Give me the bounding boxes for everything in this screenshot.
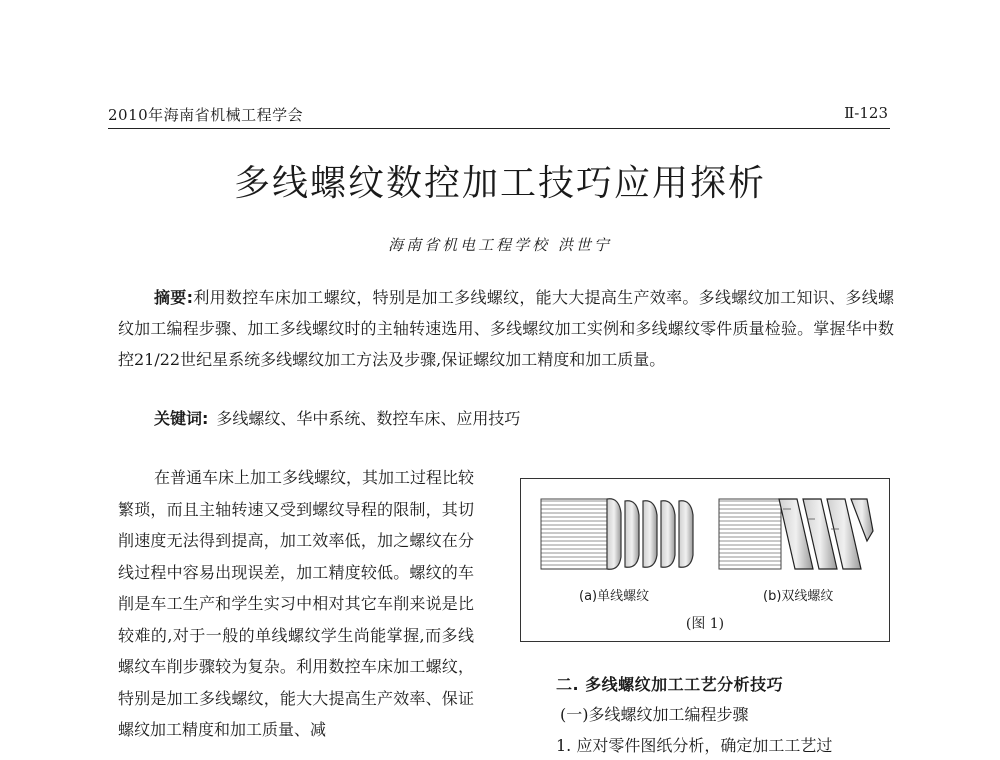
section-subheading: (一)多线螺纹加工编程步骤 (560, 705, 749, 724)
section-heading: 二. 多线螺纹加工工艺分析技巧 (556, 675, 784, 694)
page-number: Ⅱ-123 (844, 104, 888, 122)
keywords (154, 404, 520, 434)
keywords-text: 多线螺纹、华中系统、数控车床、应用技巧 (216, 409, 521, 428)
figure-label: (图 1) (685, 616, 725, 632)
author-line: 海南省机电工程学校 洪世宁 (388, 236, 612, 254)
body-paragraph-left: 在普通车床上加工多线螺纹，其加工过程比较繁琐，而且主轴转速又受到螺纹导程的限制，其切削速度无法得到提高，加工效率低，加之螺纹在分线过程中容易出现误差，加工精度较低。螺纹的车削是车工生产和学生实习中相对其它车削来说是比较难的,对于一般的单线螺纹学生尚能掌握,而多线螺纹车削步骤较为复杂。利用数控车床加工螺纹，特别是加工多线螺纹，能大大提高生产效率、保证螺纹加工精度和加工质量、减 (118, 468, 475, 739)
paper-title: 多线螺纹数控加工技巧应用探析 (233, 163, 766, 204)
abstract (118, 282, 894, 375)
double-thread-image (719, 499, 873, 569)
abstract-label: 摘要: (154, 288, 194, 307)
figure-1 (520, 478, 890, 642)
caption-single-thread: (a)单线螺纹 (579, 589, 650, 604)
single-thread-image (541, 499, 693, 569)
header-rule (108, 128, 890, 129)
abstract-text: 利用数控车床加工螺纹，特别是加工多线螺纹，能大大提高生产效率。多线螺纹加工知识、多线螺纹加工编程步骤、加工多线螺纹时的主轴转速选用、多线螺纹加工实例和多线螺纹零件质量检验。掌握华中数控21/22世纪星系统多线螺纹加工方法及步骤,保证螺纹加工精度和加工质量。 (118, 288, 894, 369)
caption-double-thread: (b)双线螺纹 (763, 589, 834, 604)
step-one-text: 1. 应对零件图纸分析，确定加工工艺过 (556, 736, 833, 755)
keywords-label: 关键词: (154, 409, 209, 428)
running-header-left: 2010年海南省机械工程学会 (108, 106, 304, 124)
